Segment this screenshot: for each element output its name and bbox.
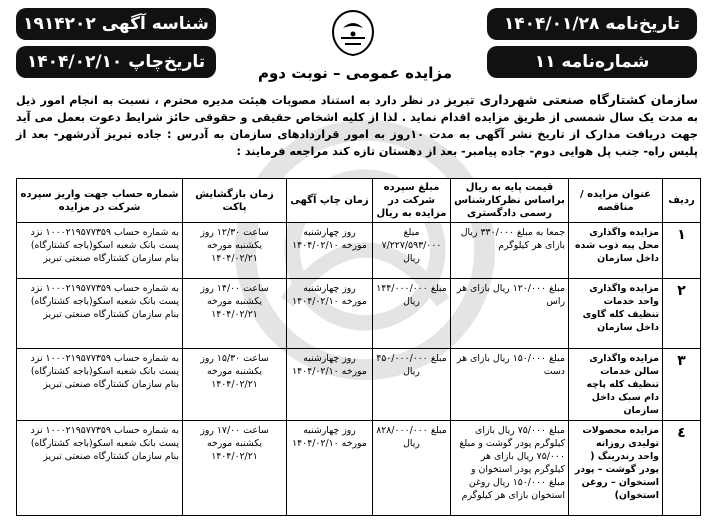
- row-account: به شماره حساب ۱۰۰۰۲۱۹۵۷۷۳۵۹ نزد پست بانک شعبه اسکو(باجه کشتارگاه) بنام سازمان کشتارگاه صنعتی تبریز: [17, 279, 183, 349]
- header-opening-time: زمان بازگشایش پاکت: [183, 179, 287, 223]
- table-header-row: [17, 179, 701, 223]
- header-subject: عنوان مزایده / مناقصه: [569, 179, 663, 223]
- row-account: به شماره حساب ۱۰۰۰۲۱۹۵۷۷۳۵۹ نزد پست بانک شعبه اسکو(باجه کشتارگاه) بنام سازمان کشتارگاه صنعتی تبریز: [17, 349, 183, 421]
- row-deposit: مبلغ ۸۲۸/۰۰۰/۰۰۰ ریال: [373, 421, 451, 516]
- row-print-date: روز چهارشنبه مورخه ۱۴۰۴/۰۲/۱۰: [287, 421, 373, 516]
- page-title: مزایده عمومی – نوبت دوم: [257, 64, 453, 82]
- intro-text: در نظر دارد به استناد مصوبات هیئت مدیره محترم ، نسبت به انجام امور ذیل به مدت یک سال شمسی از طریق مزایده اقدام نماید . لذا از کلیه اشخاص حقیقی و حقوقی حائز شرایط دعوت بعمل می آید جهت دریافت مدارک از تاریخ نشر آگهی به مدت ۱۰روز به امور قراردادهای سازمان به آدرس : جاده تبریز آذرشهر- بعد از پلیس راه- جنب پل هوایی دوم- جاده پیامبر- بعد از دهستان تازه کند مراجعه فرمایند :: [16, 94, 698, 158]
- row-print-date: روز چهارشنبه مورخه ۱۴۰۴/۰۲/۱۰: [287, 349, 373, 421]
- row-base-price: مبلغ ۱۲۰/۰۰۰ ریال بازای هر راس: [451, 279, 569, 349]
- header-print-date: زمان چاپ آگهی: [287, 179, 373, 223]
- print-date-badge: تاریخ‌چاپ ۱۴۰۴/۰۲/۱۰: [16, 46, 216, 78]
- row-deposit: مبلغ ۷/۲۲۷/۵۹۳/۰۰۰ ریال: [373, 223, 451, 279]
- row-account: به شماره حساب ۱۰۰۰۲۱۹۵۷۷۳۵۹ نزد پست بانک شعبه اسکو(باجه کشتارگاه) بنام سازمان کشتارگاه صنعتی تبریز: [17, 223, 183, 279]
- row-number: ۱: [663, 223, 701, 279]
- row-opening-time: ساعت ۱۲/۳۰ روز یکشنبه مورخه ۱۴۰۴/۰۲/۲۱: [183, 223, 287, 279]
- row-number: ٤: [663, 421, 701, 516]
- header-account: شماره حساب جهت واریز سپرده شرکت در مزایده: [17, 179, 183, 223]
- header-row-number: ردیف: [663, 179, 701, 223]
- row-base-price: مبلغ ۱۵۰/۰۰۰ ریال بازای هر دست: [451, 349, 569, 421]
- row-subject: مزایده واگذاری واحد خدمات تنظیف کله گاوی داخل سازمان: [569, 279, 663, 349]
- row-subject: مزایده واگذاری محل پیه ذوب شده داخل سازمان: [569, 223, 663, 279]
- row-subject: مزایده واگذاری سالن خدمات تنظیف کله پاچه دام سبک داخل سازمان: [569, 349, 663, 421]
- letter-number-badge: شماره‌نامه ۱۱: [487, 46, 697, 78]
- row-opening-time: ساعت ۱۴/۰۰ روز یکشنبه مورخه ۱۴۰۴/۰۲/۲۱: [183, 279, 287, 349]
- table-row: [17, 279, 701, 349]
- letter-date-badge: تاریخ‌نامه ۱۴۰۴/۰۱/۲۸: [487, 8, 697, 40]
- row-print-date: روز چهارشنبه مورخه ۱۴۰۴/۰۲/۱۰: [287, 279, 373, 349]
- table-row: [17, 421, 701, 516]
- intro-paragraph: [16, 91, 698, 160]
- table-row: [17, 223, 701, 279]
- organization-name: سازمان کشتارگاه صنعتی شهرداری تبریز: [444, 92, 699, 107]
- row-opening-time: ساعت ۱۷/۰۰ روز یکشنبه مورخه ۱۴۰۴/۰۲/۲۱: [183, 421, 287, 516]
- table-row: [17, 349, 701, 421]
- row-deposit: مبلغ ۴۵۰/۰۰۰/۰۰۰ ریال: [373, 349, 451, 421]
- row-opening-time: ساعت ۱۵/۳۰ روز یکشنبه مورخه ۱۴۰۴/۰۲/۲۱: [183, 349, 287, 421]
- row-base-price: جمعا به مبلغ ۳۳۰/۰۰۰ ریال بازای هر کیلوگرم: [451, 223, 569, 279]
- row-print-date: روز چهارشنبه مورخه ۱۴۰۴/۰۲/۱۰: [287, 223, 373, 279]
- row-number: ۳: [663, 349, 701, 421]
- row-number: ۲: [663, 279, 701, 349]
- header-base-price: قیمت پایه به ریال براساس نظرکارشناس رسمی دادگستری: [451, 179, 569, 223]
- row-base-price: مبلغ ۷۵/۰۰۰ ریال بازای کیلوگرم پودر گوشت و مبلغ ۷۵/۰۰۰ ریال بازای هر کیلوگرم پودر استخوان و مبلغ ۱۵۰/۰۰۰ ریال روغن استخوان بازای هر کیلوگرم: [451, 421, 569, 516]
- header-deposit: مبلغ سپرده شرکت در مزایده به ریال: [373, 179, 451, 223]
- row-account: به شماره حساب ۱۰۰۰۲۱۹۵۷۷۳۵۹ نزد پست بانک شعبه اسکو(باجه کشتارگاه) بنام سازمان کشتارگاه صنعتی تبریز: [17, 421, 183, 516]
- row-subject: مزایده محصولات تولیدی روزانه واحد رندرینگ ( پودر گوشت – پودر استخوان – روغن استخوان): [569, 421, 663, 516]
- municipality-logo: [329, 8, 377, 58]
- auction-table: [16, 178, 701, 516]
- row-deposit: مبلغ ۱۴۴/۰۰۰/۰۰۰ ریال: [373, 279, 451, 349]
- notice-id-badge: شناسه آگهی ۱۹۱۴۲۰۲: [16, 8, 216, 40]
